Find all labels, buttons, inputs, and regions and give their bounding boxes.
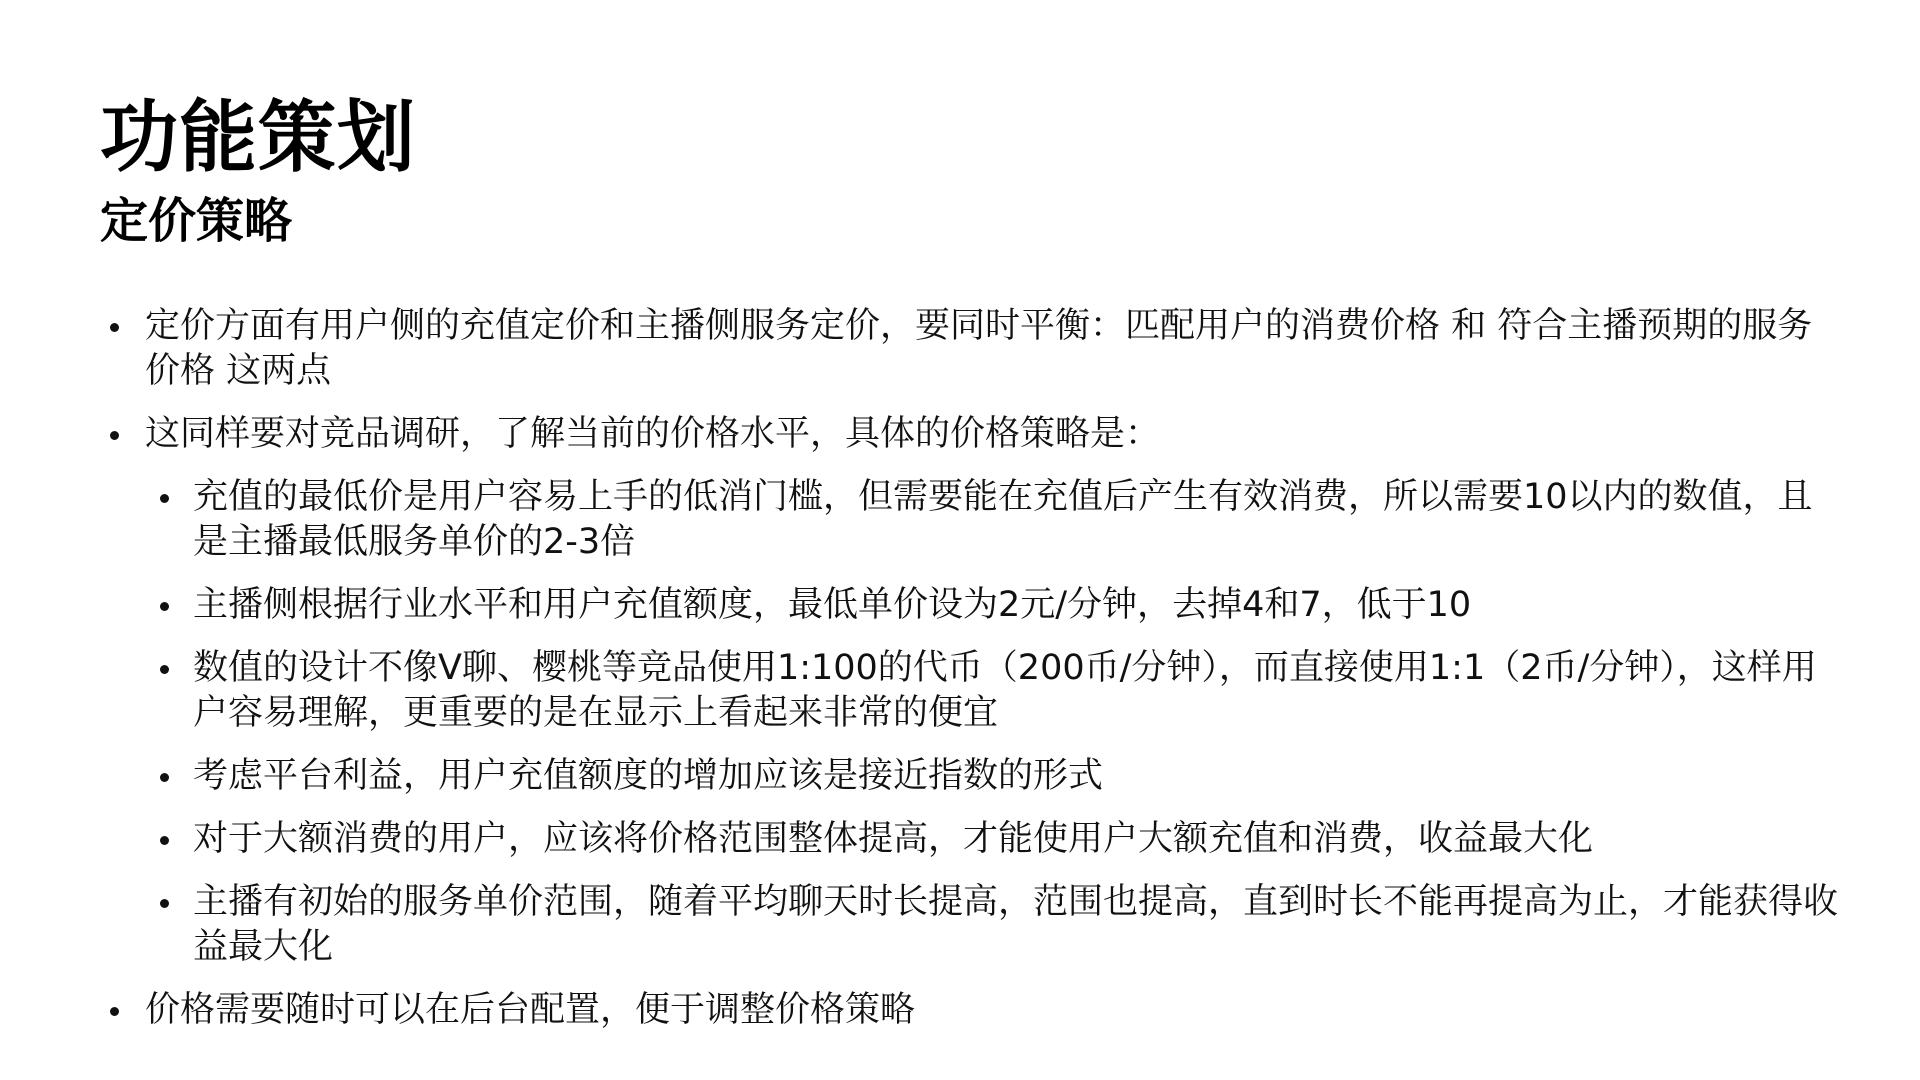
sub-bullet-list: [145, 475, 1840, 970]
sub-bullet-item: 充值的最低价是用户容易上手的低消门槛，但需要能在充值后产生有效消费，所以需要10以内的数值，且是主播最低服务单价的2-3倍: [145, 475, 1840, 565]
sub-bullet-item: 数值的设计不像V聊、樱桃等竞品使用1:100的代币（200币/分钟），而直接使用1:1（2币/分钟），这样用户容易理解，更重要的是在显示上看起来非常的便宜: [145, 646, 1840, 736]
page-subtitle: 定价策略: [100, 193, 293, 249]
bullet-text: 这同样要对竞品调研，了解当前的价格水平，具体的价格策略是：: [145, 414, 1161, 454]
sub-bullet-item: 主播有初始的服务单价范围，随着平均聊天时长提高，范围也提高，直到时长不能再提高为止，才能获得收益最大化: [145, 880, 1840, 970]
bullet-item-with-subitems: [100, 412, 1840, 970]
sub-bullet-item: 考虑平台利益，用户充值额度的增加应该是接近指数的形式: [145, 754, 1840, 799]
sub-bullet-item: 对于大额消费的用户，应该将价格范围整体提高，才能使用户大额充值和消费，收益最大化: [145, 817, 1840, 862]
sub-bullet-item: 主播侧根据行业水平和用户充值额度，最低单价设为2元/分钟，去掉4和7，低于10: [145, 583, 1840, 628]
page-title: 功能策划: [100, 93, 417, 183]
bullet-item: 价格需要随时可以在后台配置，便于调整价格策略: [100, 988, 1840, 1033]
bullet-item: 定价方面有用户侧的充值定价和主播侧服务定价，要同时平衡：匹配用户的消费价格 和 符合主播预期的服务价格 这两点: [100, 304, 1840, 394]
bullet-list: [100, 304, 1840, 1051]
